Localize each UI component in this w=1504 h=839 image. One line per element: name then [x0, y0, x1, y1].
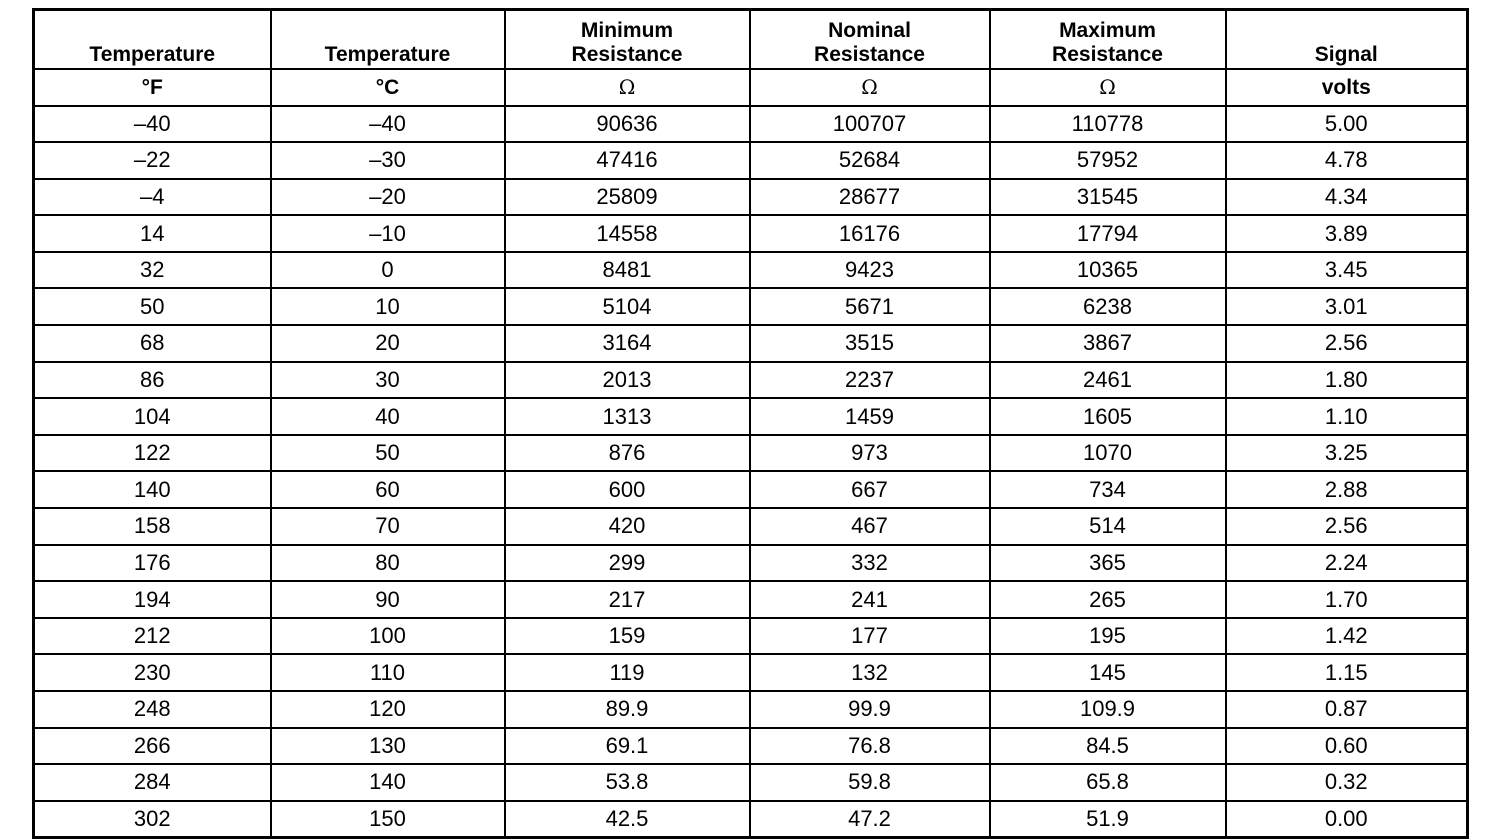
- nominal-resistance-cell: 59.8: [750, 764, 990, 801]
- min-resistance-cell: 2013: [505, 362, 750, 399]
- temp-f-cell: 230: [34, 654, 271, 691]
- temp-c-cell: 90: [271, 581, 505, 618]
- temp-f-cell: –22: [34, 142, 271, 179]
- temp-c-cell: 130: [271, 728, 505, 765]
- header-maximum-resistance: Maximum Resistance: [990, 10, 1226, 69]
- temp-f-cell: 248: [34, 691, 271, 728]
- temp-f-cell: 50: [34, 288, 271, 325]
- nominal-resistance-cell: 5671: [750, 288, 990, 325]
- table-row: [34, 106, 1468, 143]
- temp-c-cell: 40: [271, 398, 505, 435]
- temp-f-cell: 302: [34, 801, 271, 838]
- signal-cell: 3.45: [1226, 252, 1468, 289]
- nominal-resistance-cell: 467: [750, 508, 990, 545]
- temp-f-cell: 176: [34, 545, 271, 582]
- table-row: [34, 581, 1468, 618]
- signal-cell: 5.00: [1226, 106, 1468, 143]
- temp-c-cell: 150: [271, 801, 505, 838]
- nominal-resistance-cell: 1459: [750, 398, 990, 435]
- table-row: [34, 142, 1468, 179]
- resistance-table: [32, 8, 1469, 839]
- min-resistance-cell: 159: [505, 618, 750, 655]
- max-resistance-cell: 31545: [990, 179, 1226, 216]
- nominal-resistance-cell: 99.9: [750, 691, 990, 728]
- temp-c-cell: 140: [271, 764, 505, 801]
- max-resistance-cell: 2461: [990, 362, 1226, 399]
- min-resistance-cell: 1313: [505, 398, 750, 435]
- temp-f-cell: 194: [34, 581, 271, 618]
- temp-f-cell: 104: [34, 398, 271, 435]
- table-row: [34, 618, 1468, 655]
- max-resistance-cell: 51.9: [990, 801, 1226, 838]
- temp-f-cell: 32: [34, 252, 271, 289]
- temp-c-cell: 70: [271, 508, 505, 545]
- min-resistance-cell: 42.5: [505, 801, 750, 838]
- temp-f-cell: 284: [34, 764, 271, 801]
- signal-cell: 3.89: [1226, 215, 1468, 252]
- nominal-resistance-cell: 3515: [750, 325, 990, 362]
- temp-c-cell: 60: [271, 471, 505, 508]
- min-resistance-cell: 119: [505, 654, 750, 691]
- signal-cell: 3.25: [1226, 435, 1468, 472]
- min-resistance-cell: 217: [505, 581, 750, 618]
- unit-celsius: °C: [271, 69, 505, 106]
- nominal-resistance-cell: 47.2: [750, 801, 990, 838]
- min-resistance-cell: 89.9: [505, 691, 750, 728]
- temp-c-cell: –10: [271, 215, 505, 252]
- max-resistance-cell: 1070: [990, 435, 1226, 472]
- temp-c-cell: 80: [271, 545, 505, 582]
- temp-c-cell: 10: [271, 288, 505, 325]
- nominal-resistance-cell: 177: [750, 618, 990, 655]
- table-row: [34, 654, 1468, 691]
- signal-cell: 2.56: [1226, 325, 1468, 362]
- max-resistance-cell: 65.8: [990, 764, 1226, 801]
- max-resistance-cell: 514: [990, 508, 1226, 545]
- max-resistance-cell: 110778: [990, 106, 1226, 143]
- signal-cell: 0.87: [1226, 691, 1468, 728]
- unit-ohm-max: Ω: [990, 69, 1226, 106]
- max-resistance-cell: 84.5: [990, 728, 1226, 765]
- temp-f-cell: 86: [34, 362, 271, 399]
- signal-cell: 4.78: [1226, 142, 1468, 179]
- max-resistance-cell: 57952: [990, 142, 1226, 179]
- header-nominal-resistance: Nominal Resistance: [750, 10, 990, 69]
- max-resistance-cell: 145: [990, 654, 1226, 691]
- unit-ohm-nominal: Ω: [750, 69, 990, 106]
- signal-cell: 0.60: [1226, 728, 1468, 765]
- temp-c-cell: 0: [271, 252, 505, 289]
- header-minimum-resistance: Minimum Resistance: [505, 10, 750, 69]
- min-resistance-cell: 47416: [505, 142, 750, 179]
- temp-c-cell: 120: [271, 691, 505, 728]
- header-temperature-f: Temperature: [34, 10, 271, 69]
- min-resistance-cell: 420: [505, 508, 750, 545]
- nominal-resistance-cell: 973: [750, 435, 990, 472]
- max-resistance-cell: 195: [990, 618, 1226, 655]
- unit-volts: volts: [1226, 69, 1468, 106]
- signal-cell: 1.70: [1226, 581, 1468, 618]
- nominal-resistance-cell: 28677: [750, 179, 990, 216]
- max-resistance-cell: 265: [990, 581, 1226, 618]
- table-row: [34, 545, 1468, 582]
- signal-cell: 1.80: [1226, 362, 1468, 399]
- signal-cell: 1.42: [1226, 618, 1468, 655]
- temp-f-cell: –4: [34, 179, 271, 216]
- signal-cell: 1.15: [1226, 654, 1468, 691]
- temp-c-cell: –20: [271, 179, 505, 216]
- temp-c-cell: –40: [271, 106, 505, 143]
- unit-ohm-min: Ω: [505, 69, 750, 106]
- nominal-resistance-cell: 100707: [750, 106, 990, 143]
- min-resistance-cell: 8481: [505, 252, 750, 289]
- table-row: [34, 398, 1468, 435]
- max-resistance-cell: 365: [990, 545, 1226, 582]
- min-resistance-cell: 299: [505, 545, 750, 582]
- temp-f-cell: 14: [34, 215, 271, 252]
- signal-cell: 2.24: [1226, 545, 1468, 582]
- signal-cell: 0.32: [1226, 764, 1468, 801]
- temp-f-cell: –40: [34, 106, 271, 143]
- min-resistance-cell: 53.8: [505, 764, 750, 801]
- max-resistance-cell: 734: [990, 471, 1226, 508]
- temp-c-cell: 50: [271, 435, 505, 472]
- table-row: [34, 215, 1468, 252]
- table-row: [34, 435, 1468, 472]
- nominal-resistance-cell: 332: [750, 545, 990, 582]
- min-resistance-cell: 25809: [505, 179, 750, 216]
- signal-cell: 2.88: [1226, 471, 1468, 508]
- max-resistance-cell: 3867: [990, 325, 1226, 362]
- nominal-resistance-cell: 667: [750, 471, 990, 508]
- header-signal: Signal: [1226, 10, 1468, 69]
- temp-c-cell: 110: [271, 654, 505, 691]
- table-row: [34, 764, 1468, 801]
- temp-c-cell: 30: [271, 362, 505, 399]
- min-resistance-cell: 600: [505, 471, 750, 508]
- min-resistance-cell: 14558: [505, 215, 750, 252]
- signal-cell: 4.34: [1226, 179, 1468, 216]
- nominal-resistance-cell: 9423: [750, 252, 990, 289]
- table-row: [34, 362, 1468, 399]
- min-resistance-cell: 5104: [505, 288, 750, 325]
- signal-cell: 1.10: [1226, 398, 1468, 435]
- table-row: [34, 508, 1468, 545]
- table-row: [34, 252, 1468, 289]
- table-row: [34, 325, 1468, 362]
- unit-fahrenheit: °F: [34, 69, 271, 106]
- temp-f-cell: 122: [34, 435, 271, 472]
- signal-cell: 3.01: [1226, 288, 1468, 325]
- max-resistance-cell: 109.9: [990, 691, 1226, 728]
- min-resistance-cell: 90636: [505, 106, 750, 143]
- max-resistance-cell: 6238: [990, 288, 1226, 325]
- table-body: [34, 106, 1468, 838]
- table-row: [34, 471, 1468, 508]
- header-temperature-c: Temperature: [271, 10, 505, 69]
- temp-c-cell: –30: [271, 142, 505, 179]
- temp-f-cell: 212: [34, 618, 271, 655]
- max-resistance-cell: 1605: [990, 398, 1226, 435]
- nominal-resistance-cell: 132: [750, 654, 990, 691]
- header-row-titles: [34, 10, 1468, 69]
- nominal-resistance-cell: 2237: [750, 362, 990, 399]
- nominal-resistance-cell: 52684: [750, 142, 990, 179]
- min-resistance-cell: 3164: [505, 325, 750, 362]
- temp-f-cell: 68: [34, 325, 271, 362]
- max-resistance-cell: 10365: [990, 252, 1226, 289]
- min-resistance-cell: 69.1: [505, 728, 750, 765]
- temp-f-cell: 266: [34, 728, 271, 765]
- temp-c-cell: 100: [271, 618, 505, 655]
- table-row: [34, 691, 1468, 728]
- table-row: [34, 288, 1468, 325]
- nominal-resistance-cell: 241: [750, 581, 990, 618]
- temp-f-cell: 158: [34, 508, 271, 545]
- min-resistance-cell: 876: [505, 435, 750, 472]
- table-row: [34, 801, 1468, 838]
- header-row-units: [34, 69, 1468, 106]
- max-resistance-cell: 17794: [990, 215, 1226, 252]
- table-row: [34, 728, 1468, 765]
- signal-cell: 0.00: [1226, 801, 1468, 838]
- table-row: [34, 179, 1468, 216]
- temp-c-cell: 20: [271, 325, 505, 362]
- nominal-resistance-cell: 16176: [750, 215, 990, 252]
- nominal-resistance-cell: 76.8: [750, 728, 990, 765]
- temp-f-cell: 140: [34, 471, 271, 508]
- signal-cell: 2.56: [1226, 508, 1468, 545]
